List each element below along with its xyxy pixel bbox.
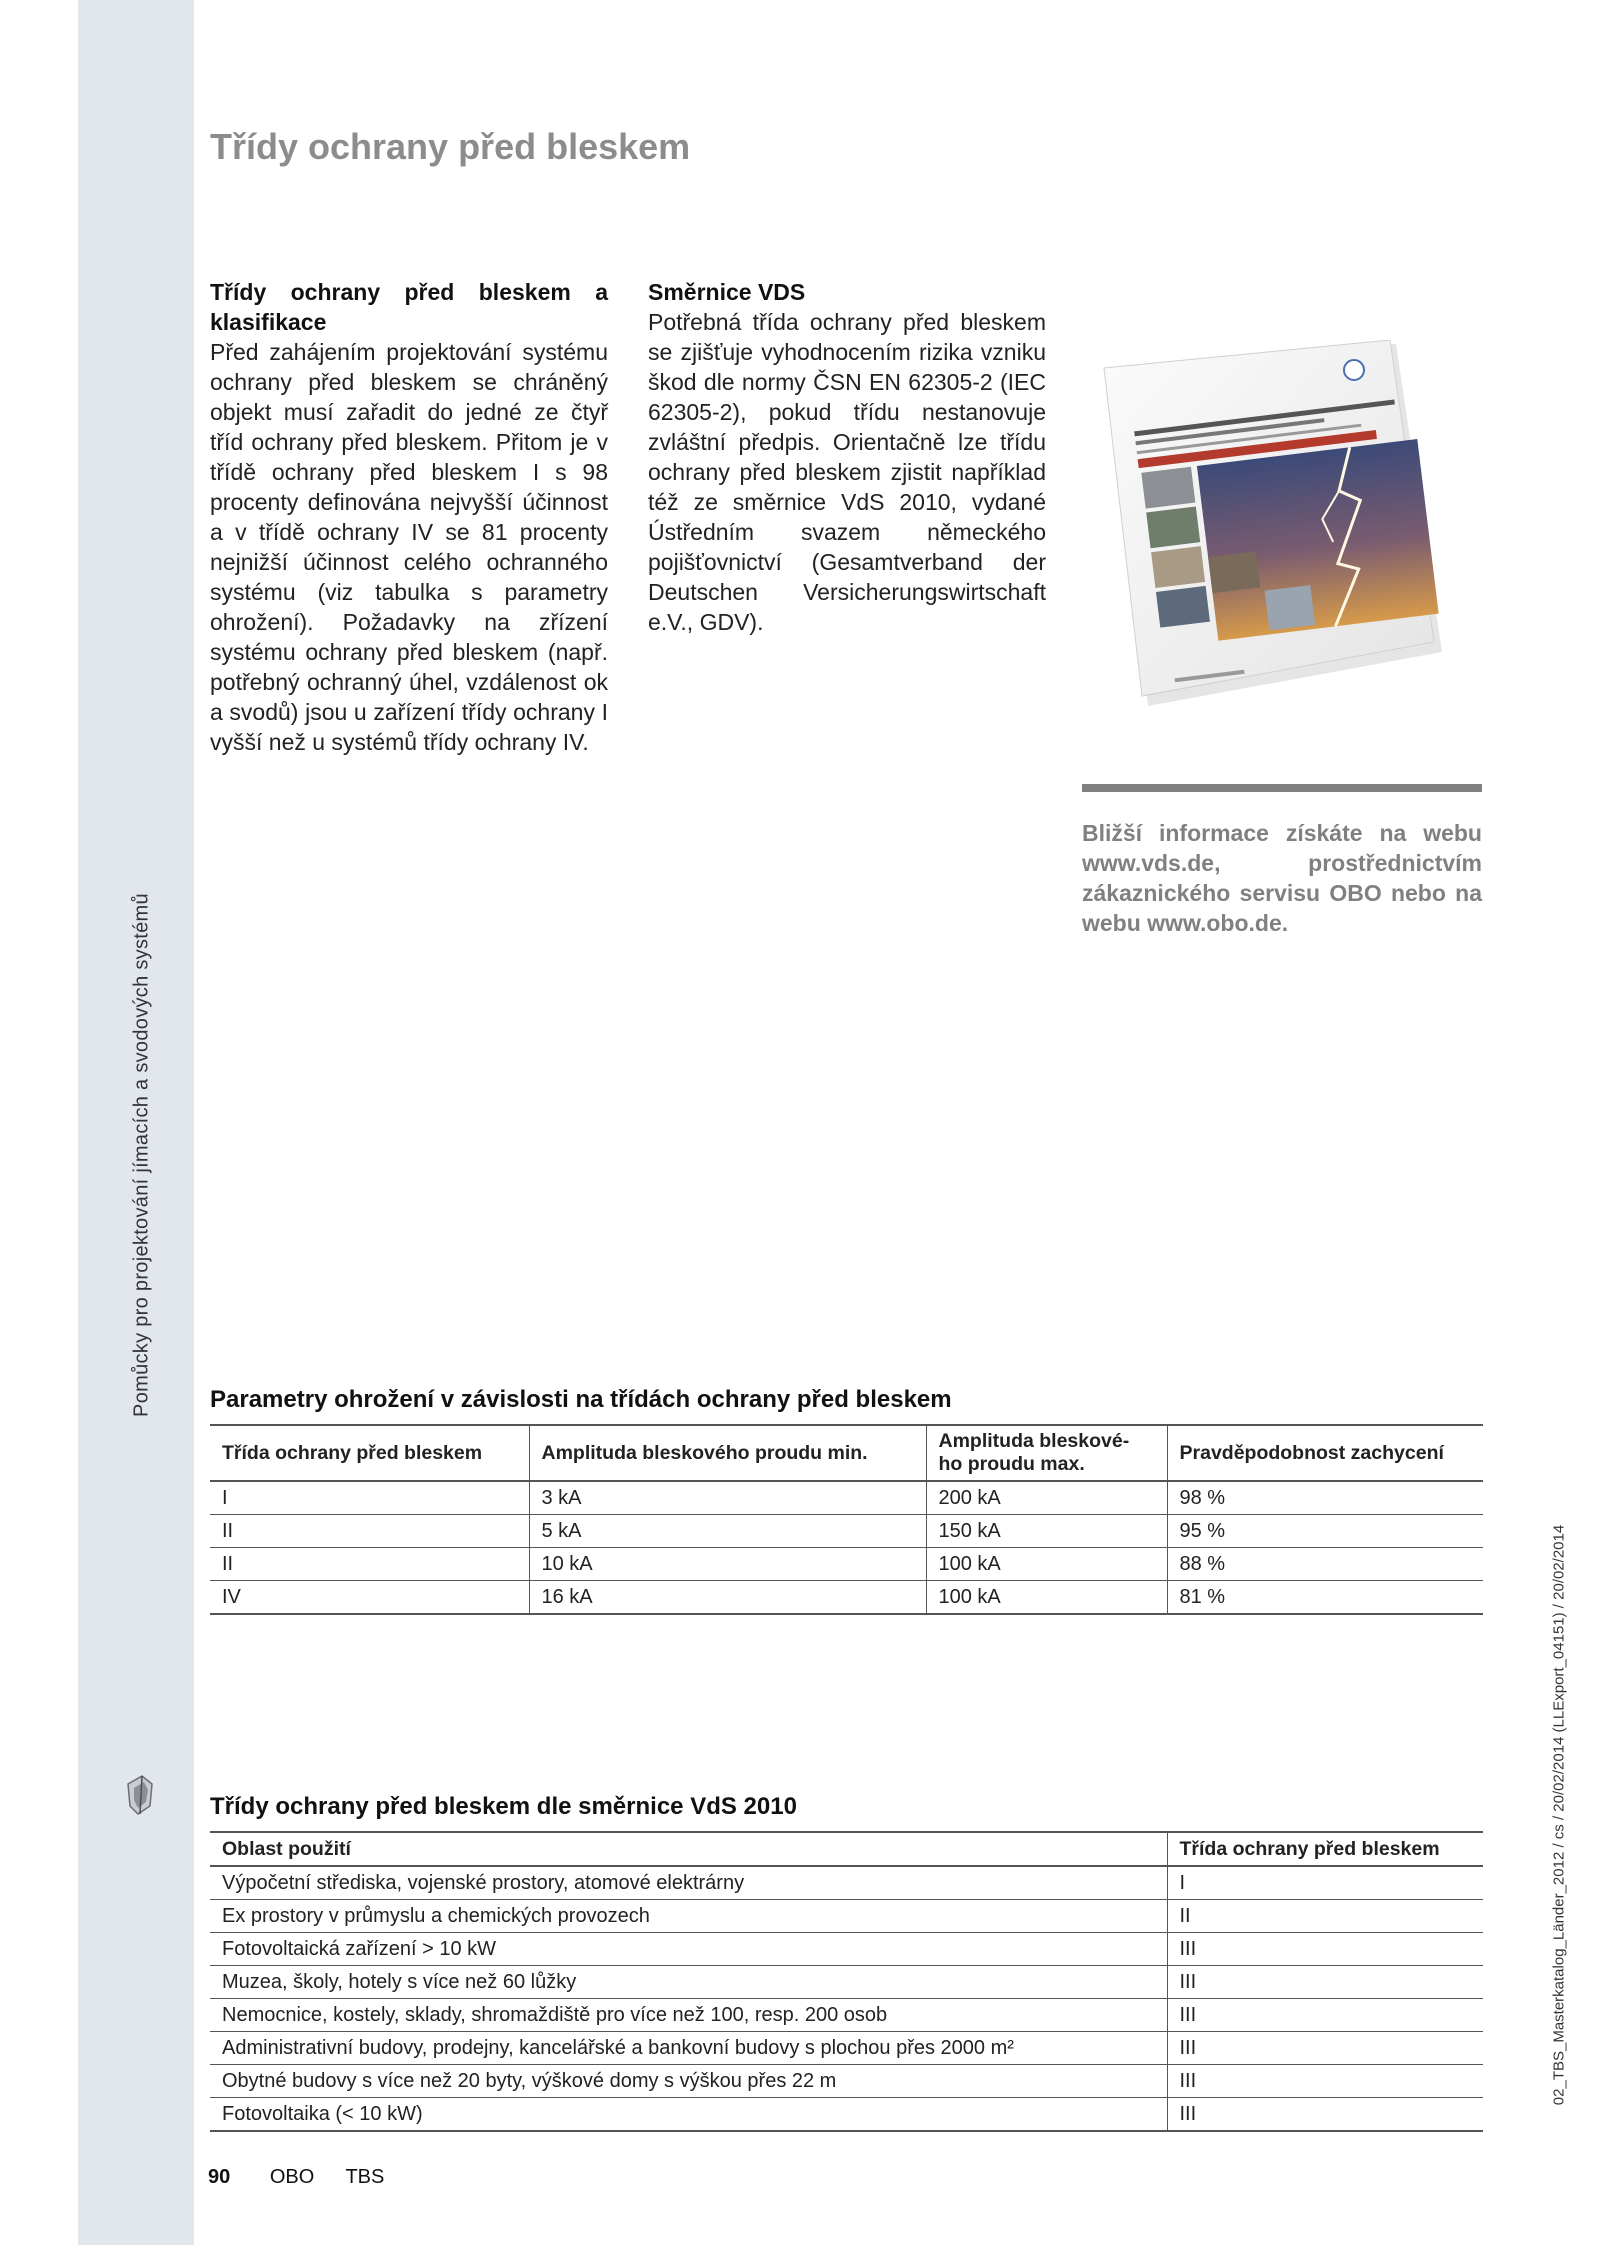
cell-area: Obytné budovy s více než 20 byty, výškové domy s výškou přes 22 m — [222, 2070, 837, 2092]
vds-body: Potřebná třída ochrany před bleskem se zjišťuje vyhodnocením rizika vzniku škod dle normy ČSN EN 62305-2 (IEC 62305-2), pokud třídu nestanovuje zvláštní předpis. Orientačně lze třídu ochrany před bleskem zjistit například též ze směrnice VdS 2010, vydané Ústředním svazem německého pojišťovnictví (Gesamtverband der Deutschen Versicherungswirtschaft e.V., GDV). — [648, 309, 1046, 635]
cell-area: Výpočetní střediska, vojenské prostory, atomové elektrárny — [222, 1872, 745, 1894]
table-row — [210, 2098, 1483, 2132]
cell-probability: 98 % — [1167, 1481, 1483, 1515]
cell-amp-min: 5 kA — [529, 1515, 926, 1548]
header-probability: Pravděpodobnost zachycení — [1167, 1425, 1483, 1481]
table-row — [210, 1966, 1483, 1999]
vds-heading: Směrnice VDS — [648, 279, 806, 305]
cell-area: Administrativní budovy, prodejny, kancelářské a bankovní budovy s plochou přes 2000 m² — [222, 2037, 1014, 2059]
footer-brand: OBO — [269, 2166, 315, 2188]
cell-amp-min: 3 kA — [529, 1481, 926, 1515]
header-amp-min: Amplituda bleskového proudu min. — [529, 1425, 926, 1481]
cell-probability: 95 % — [1167, 1515, 1483, 1548]
cell-class: III — [1167, 2065, 1483, 2098]
table-row — [210, 1548, 1483, 1581]
vds-brochure-image — [1096, 340, 1456, 720]
footer-section: TBS — [345, 2166, 385, 2188]
cell-area: Fotovoltaika (< 10 kW) — [222, 2103, 423, 2125]
cell-amp-min: 10 kA — [529, 1548, 926, 1581]
cell-area: Nemocnice, kostely, sklady, shromaždiště pro více než 100, resp. 200 osob — [222, 2004, 888, 2026]
page-title: Třídy ochrany před bleskem — [210, 126, 691, 167]
cell-class: IV — [222, 1586, 241, 1608]
table-row — [210, 1900, 1483, 1933]
cell-area: Muzea, školy, hotely s více než 60 lůžky — [222, 1971, 577, 1993]
header-amp-max: Amplituda bleskové- ho proudu max. — [926, 1425, 1167, 1481]
cell-amp-max: 100 kA — [926, 1548, 1167, 1581]
cell-class: III — [1167, 2032, 1483, 2065]
cell-area: Ex prostory v průmyslu a chemických provozech — [222, 1905, 650, 1927]
sidebar-chapter-label: Pomůcky pro projektování jímacích a svodových systémů — [130, 893, 153, 1417]
info-divider — [1082, 784, 1482, 792]
intro-column — [210, 277, 608, 757]
table-row — [210, 2032, 1483, 2065]
header-class: Třída ochrany před bleskem — [1167, 1832, 1483, 1866]
cell-amp-max: 200 kA — [926, 1481, 1167, 1515]
table-row — [210, 2065, 1483, 2098]
table-row — [210, 1933, 1483, 1966]
cell-class: III — [1167, 1966, 1483, 1999]
vds-classes-table — [210, 1831, 1483, 2132]
cell-amp-max: 150 kA — [926, 1515, 1167, 1548]
cell-area: Fotovoltaická zařízení > 10 kW — [222, 1938, 497, 1960]
table-row — [210, 1515, 1483, 1548]
table-row — [210, 1999, 1483, 2032]
cell-amp-max: 100 kA — [926, 1581, 1167, 1615]
cell-class: III — [1167, 1999, 1483, 2032]
cell-class: III — [1167, 1933, 1483, 1966]
vds-column — [648, 277, 1046, 637]
cell-class: II — [222, 1520, 234, 1542]
table-header-row — [210, 1425, 1483, 1481]
info-note: Bližší informace získáte na webu www.vds.de, prostřednictvím zákaznického servisu OBO nebo na webu www.obo.de. — [1082, 820, 1482, 936]
cell-probability: 88 % — [1167, 1548, 1483, 1581]
table2-title: Třídy ochrany před bleskem dle směrnice VdS 2010 — [210, 1793, 797, 1820]
intro-heading: Třídy ochrany před bleskem a klasifikace — [210, 279, 608, 335]
cell-class: I — [222, 1487, 228, 1509]
table1-title: Parametry ohrožení v závislosti na třídách ochrany před bleskem — [210, 1386, 952, 1413]
document-meta: 02_TBS_Masterkatalog_Länder_2012 / cs / 20/02/2014 (LLExport_04151) / 20/02/2014 — [1550, 1524, 1568, 2106]
cell-amp-min: 16 kA — [529, 1581, 926, 1615]
chapter-rod-icon — [122, 1770, 158, 1820]
cell-class: II — [1167, 1900, 1483, 1933]
table-row — [210, 1581, 1483, 1615]
cell-class: III — [1167, 2098, 1483, 2132]
table-header-row — [210, 1832, 1483, 1866]
cell-probability: 81 % — [1167, 1581, 1483, 1615]
cell-class: I — [1167, 1866, 1483, 1900]
table-row — [210, 1866, 1483, 1900]
intro-body: Před zahájením projektování systému ochrany před bleskem se chráněný objekt musí zařadit do jedné ze čtyř tříd ochrany před bleskem. Přitom je v třídě ochrany před bleskem I s 98 procenty definována nejvyšší účinnost a v třídě ochrany IV se 81 procenty nejnižší účinnost celého ochranného systému (viz tabulka s parametry ohrožení). Požadavky na zřízení systému ochrany před bleskem (např. potřebný ochranný úhel, vzdálenost ok a svodů) jsou u zařízení třídy ochrany I vyšší než u systémů třídy ochrany IV. — [210, 339, 608, 755]
page-footer — [208, 2166, 384, 2189]
header-class: Třída ochrany před bleskem — [222, 1441, 483, 1464]
threat-parameters-table — [210, 1424, 1483, 1615]
cell-class: II — [222, 1553, 234, 1575]
header-area: Oblast použití — [222, 1837, 351, 1860]
page-number: 90 — [208, 2166, 231, 2188]
table-row — [210, 1481, 1483, 1515]
